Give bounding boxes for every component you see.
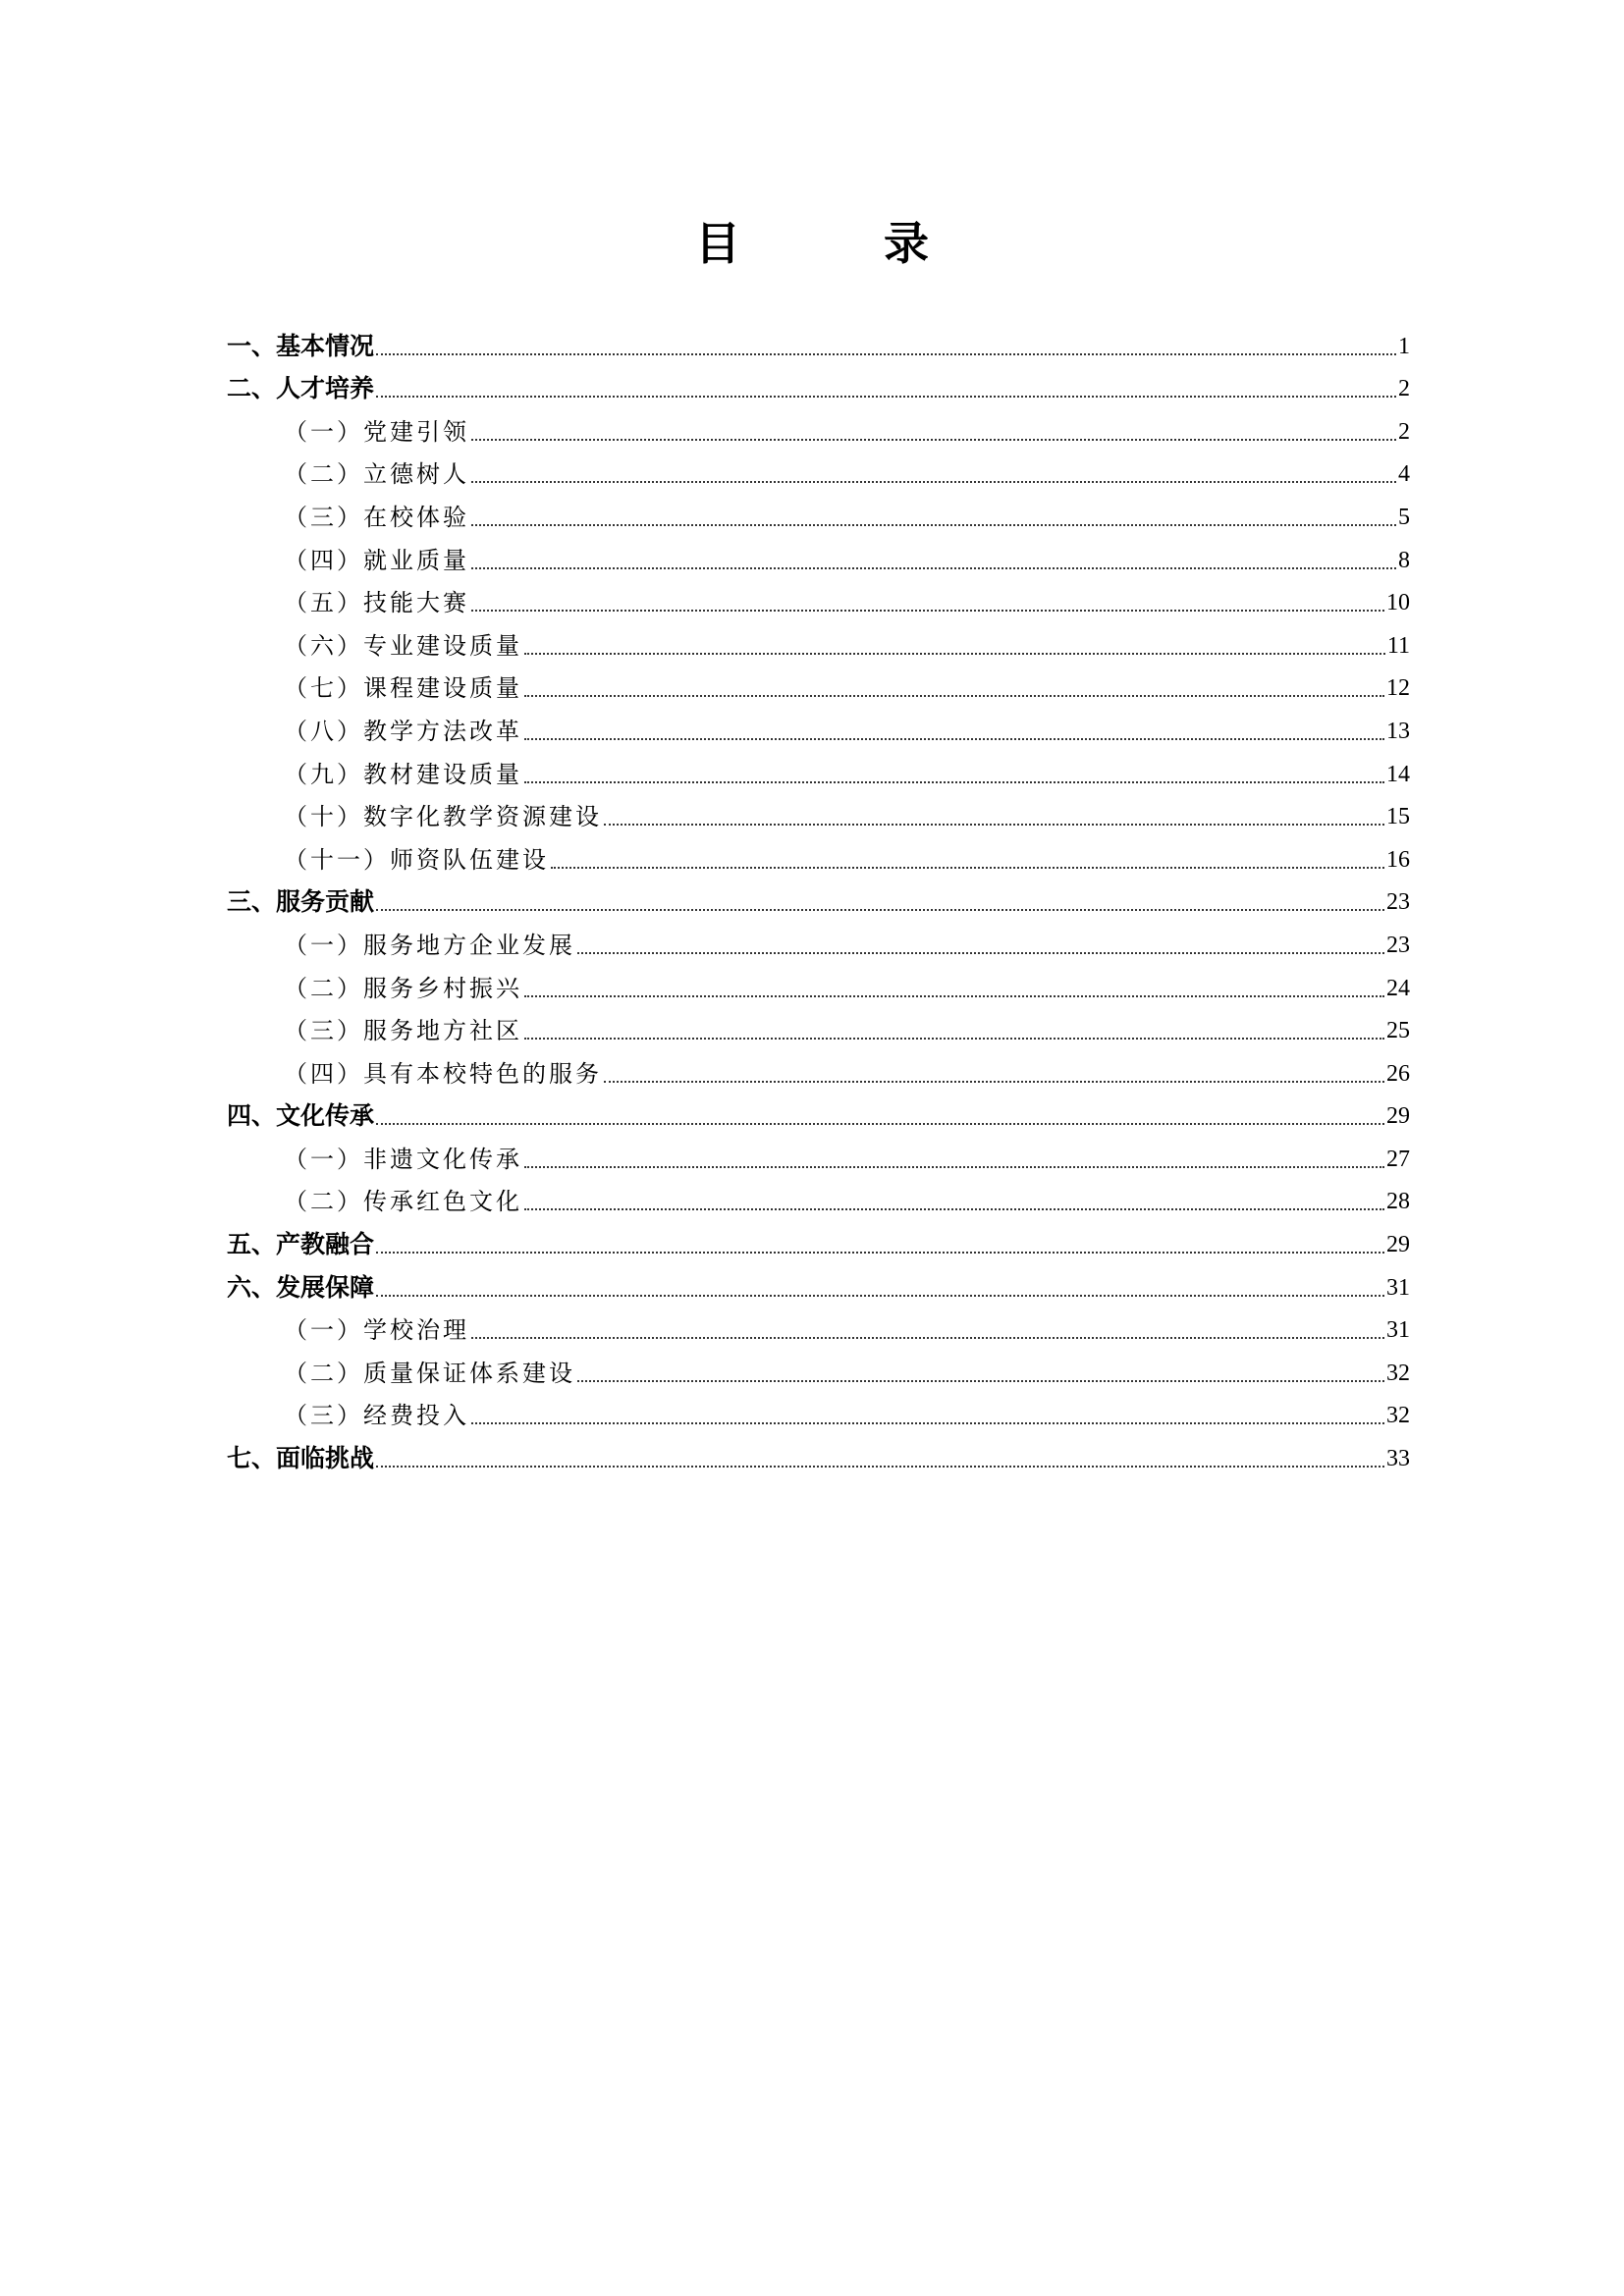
toc-entry-label: （一）服务地方企业发展 (284, 931, 575, 959)
toc-dot-leader (376, 1123, 1384, 1125)
toc-entry-label: 七、面临挑战 (227, 1444, 375, 1473)
toc-section-entry[interactable] (227, 1093, 1410, 1136)
toc-dot-leader (471, 1337, 1384, 1339)
toc-entry-label: 一、基本情况 (227, 331, 375, 360)
toc-section-entry[interactable] (227, 1263, 1410, 1307)
toc-page-number: 23 (1386, 932, 1410, 958)
toc-page-number: 2 (1398, 376, 1410, 402)
toc-page-number: 31 (1386, 1317, 1410, 1344)
toc-dot-leader (604, 824, 1384, 826)
toc-entry-label: （五）技能大赛 (284, 589, 469, 617)
toc-dot-leader (524, 653, 1385, 655)
toc-entry-label: （二）质量保证体系建设 (284, 1359, 575, 1387)
toc-subsection-entry[interactable] (227, 536, 1410, 579)
toc-entry-label: （十一）师资队伍建设 (284, 845, 549, 874)
toc-page-number: 32 (1386, 1360, 1410, 1386)
toc-page-number: 29 (1386, 1232, 1410, 1258)
toc-page-number: 26 (1386, 1060, 1410, 1087)
toc-dot-leader (471, 610, 1384, 612)
toc-page-number: 5 (1398, 504, 1410, 530)
toc-page-number: 13 (1386, 718, 1410, 744)
toc-entry-label: （一）党建引领 (284, 417, 469, 446)
toc-page-number: 14 (1386, 761, 1410, 787)
toc-dot-leader (471, 524, 1396, 526)
toc-subsection-entry[interactable] (227, 579, 1410, 622)
toc-page-number: 16 (1386, 846, 1410, 873)
toc-subsection-entry[interactable] (227, 964, 1410, 1007)
toc-subsection-entry[interactable] (227, 493, 1410, 536)
toc-subsection-entry[interactable] (227, 1178, 1410, 1221)
toc-page-number: 4 (1398, 461, 1410, 488)
toc-entry-label: （三）经费投入 (284, 1402, 469, 1430)
toc-dot-leader (471, 439, 1396, 441)
toc-section-entry[interactable] (227, 1434, 1410, 1477)
toc-page-number: 28 (1386, 1189, 1410, 1215)
toc-page-number: 11 (1386, 632, 1410, 659)
toc-subsection-entry[interactable] (227, 451, 1410, 494)
toc-page-number: 24 (1386, 975, 1410, 1001)
toc-subsection-entry[interactable] (227, 621, 1410, 665)
toc-subsection-entry[interactable] (227, 1307, 1410, 1350)
toc-subsection-entry[interactable] (227, 921, 1410, 964)
toc-dot-leader (471, 481, 1396, 483)
toc-entry-label: （六）专业建设质量 (284, 631, 522, 660)
toc-dot-leader (376, 353, 1396, 355)
toc-section-entry[interactable] (227, 322, 1410, 365)
toc-subsection-entry[interactable] (227, 1392, 1410, 1435)
toc-dot-leader (524, 1208, 1384, 1210)
toc-subsection-entry[interactable] (227, 407, 1410, 451)
toc-entry-label: 二、人才培养 (227, 374, 375, 403)
toc-dot-leader (376, 909, 1384, 911)
toc-dot-leader (471, 567, 1396, 569)
toc-entry-label: （一）非遗文化传承 (284, 1145, 522, 1173)
toc-page-number: 23 (1386, 889, 1410, 916)
toc-subsection-entry[interactable] (227, 750, 1410, 793)
toc-entry-label: （二）立德树人 (284, 460, 469, 489)
toc-dot-leader (376, 1252, 1384, 1254)
toc-entry-label: （八）教学方法改革 (284, 717, 522, 745)
toc-subsection-entry[interactable] (227, 707, 1410, 750)
toc-dot-leader (577, 1380, 1384, 1382)
toc-dot-leader (524, 995, 1384, 997)
toc-section-entry[interactable] (227, 1220, 1410, 1263)
toc-subsection-entry[interactable] (227, 1049, 1410, 1093)
toc-entry-label: （二）传承红色文化 (284, 1188, 522, 1216)
toc-dot-leader (524, 738, 1384, 740)
toc-page-number: 27 (1386, 1146, 1410, 1172)
toc-entry-label: 五、产教融合 (227, 1230, 375, 1259)
toc-page-number: 12 (1386, 675, 1410, 702)
toc-dot-leader (524, 1038, 1384, 1040)
table-of-contents (227, 322, 1410, 1477)
toc-subsection-entry[interactable] (227, 835, 1410, 879)
toc-dot-leader (376, 396, 1396, 398)
toc-page-number: 1 (1398, 333, 1410, 359)
toc-subsection-entry[interactable] (227, 1349, 1410, 1392)
toc-subsection-entry[interactable] (227, 1007, 1410, 1050)
toc-entry-label: （九）教材建设质量 (284, 760, 522, 788)
toc-dot-leader (551, 867, 1384, 869)
toc-page-number: 15 (1386, 804, 1410, 830)
page-title: 目 录 (695, 217, 978, 270)
toc-dot-leader (524, 695, 1384, 697)
toc-entry-label: （四）就业质量 (284, 546, 469, 574)
toc-page-number: 25 (1386, 1018, 1410, 1044)
toc-page-number: 32 (1386, 1403, 1410, 1429)
toc-dot-leader (376, 1295, 1384, 1297)
toc-entry-label: （七）课程建设质量 (284, 674, 522, 703)
toc-entry-label: （二）服务乡村振兴 (284, 974, 522, 1002)
toc-dot-leader (471, 1422, 1384, 1424)
toc-page-number: 10 (1386, 590, 1410, 616)
toc-page-number: 2 (1398, 418, 1410, 445)
toc-subsection-entry[interactable] (227, 665, 1410, 708)
toc-page-number: 33 (1386, 1446, 1410, 1472)
toc-subsection-entry[interactable] (227, 793, 1410, 836)
toc-dot-leader (524, 1166, 1384, 1168)
toc-dot-leader (604, 1081, 1384, 1083)
toc-page-number: 8 (1398, 547, 1410, 573)
toc-entry-label: 六、发展保障 (227, 1272, 375, 1302)
toc-section-entry[interactable] (227, 879, 1410, 922)
toc-dot-leader (577, 952, 1384, 954)
toc-entry-label: 四、文化传承 (227, 1101, 375, 1131)
toc-section-entry[interactable] (227, 365, 1410, 408)
toc-entry-label: 三、服务贡献 (227, 887, 375, 917)
toc-subsection-entry[interactable] (227, 1135, 1410, 1178)
toc-dot-leader (524, 781, 1384, 783)
toc-dot-leader (376, 1466, 1384, 1468)
toc-entry-label: （四）具有本校特色的服务 (284, 1059, 602, 1088)
toc-page-number: 29 (1386, 1103, 1410, 1130)
toc-entry-label: （三）服务地方社区 (284, 1017, 522, 1045)
toc-entry-label: （一）学校治理 (284, 1316, 469, 1345)
toc-entry-label: （十）数字化教学资源建设 (284, 803, 602, 831)
toc-page-number: 31 (1386, 1274, 1410, 1301)
toc-entry-label: （三）在校体验 (284, 503, 469, 531)
